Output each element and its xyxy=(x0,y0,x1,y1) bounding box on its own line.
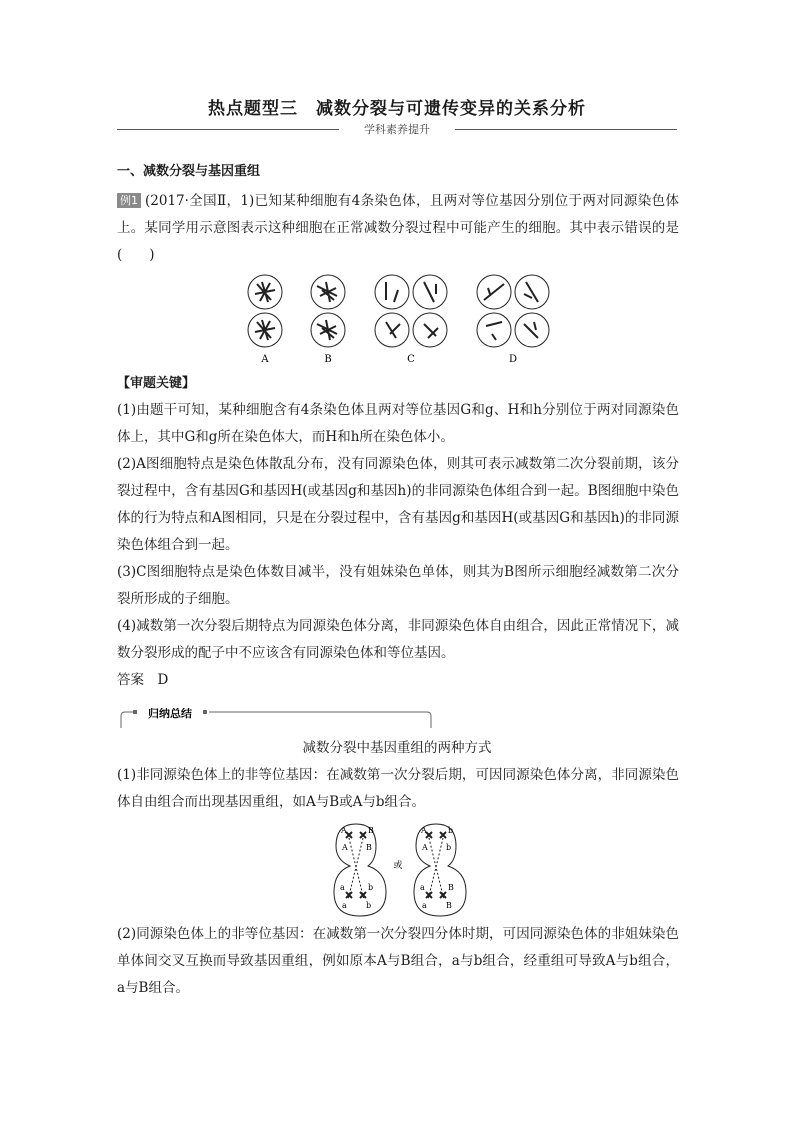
cell-diagram-figure xyxy=(240,268,560,366)
example-badge: 例1 xyxy=(117,193,141,208)
gene-right-bottom-4: B xyxy=(446,901,452,910)
gene-left-bottom-3: a xyxy=(342,901,347,910)
review-point-3: (3)C图细胞特点是染色体数目减半，没有姐妹染色单体，则其为B图所示细胞经减数第二次分裂所形成的子细胞。 xyxy=(117,564,679,607)
figure-label-b: B xyxy=(324,354,332,365)
figure-label-d: D xyxy=(508,354,518,365)
figure-label-c: C xyxy=(407,354,415,365)
gene-right-top-2: b xyxy=(448,826,454,835)
summary-tag: 归纳总结 xyxy=(148,708,192,720)
review-point-1: (1)由题干可知，某种细胞含有4条染色体且两对等位基因G和g、H和h分别位于两对同源染色体上，其中G和g所在染色体大，而H和h所在染色体小。 xyxy=(117,402,679,445)
figure-label-a: A xyxy=(261,354,269,365)
gene-right-bottom-1: a xyxy=(420,883,425,892)
summary-tag-frame xyxy=(117,708,435,730)
gene-left-bottom-1: a xyxy=(340,883,345,892)
summary-title: 减数分裂中基因重组的两种方式 xyxy=(302,740,492,756)
gene-left-top-1: A xyxy=(341,826,347,835)
gene-left-top-3: A xyxy=(342,843,348,852)
gene-left-top-4: B xyxy=(366,843,372,852)
or-label: 或 xyxy=(393,861,403,871)
summary-point-2: (2)同源染色体上的非等位基因：在减数第一次分裂四分体时期，可因同源染色体的非姐妹染色单体间交叉互换而导致基因重组，例如原本A与B组合，a与b组合，经重组可导致A与b组合，a与B组合。 xyxy=(117,926,679,996)
gene-right-bottom-3: a xyxy=(422,901,427,910)
gene-right-bottom-2: B xyxy=(448,883,454,892)
review-point-4: (4)减数第一次分裂后期特点为同源染色体分离，非同源染色体自由组合，因此正常情况下，减数分裂形成的配子中不应该含有同源染色体和等位基因。 xyxy=(117,618,679,661)
subtitle-rule xyxy=(117,122,677,136)
cell-c-tl xyxy=(375,275,409,309)
review-point-2: (2)A图细胞特点是染色体散乱分布，没有同源染色体，则其可表示减数第二次分裂前期，该分裂过程中，含有基因G和基因H(或基因g和基因h)的非同源染色体组合到一起。B图细胞中染色体的行为特点和A图相同，只是在分裂过程中，含有基因g和基因H(或基因G和基因h)的非同源染色体组合到一起。 xyxy=(117,456,679,553)
gene-right-top-4: b xyxy=(446,843,452,852)
example-text: (2017·全国Ⅱ，1)已知某种细胞有4条染色体，且两对等位基因分别位于两对同源染色体上。某同学用示意图表示这种细胞在正常减数分裂过程中可能产生的细胞。其中表示错误的是( ) xyxy=(117,193,679,263)
gene-recombination-figure xyxy=(328,820,476,920)
cell-d-br xyxy=(515,313,549,347)
gene-left-top-2: B xyxy=(368,826,374,835)
page-title: 热点题型三 减数分裂与可遗传变异的关系分析 xyxy=(208,99,586,119)
summary-point-1: (1)非同源染色体上的非等位基因：在减数第一次分裂后期，可因同源染色体分离，非同源染色体自由组合而出现基因重组，如A与B或A与b组合。 xyxy=(117,767,679,810)
answer: 答案 D xyxy=(117,672,169,688)
cell-d-bl xyxy=(477,313,511,347)
subtitle: 学科素养提升 xyxy=(364,123,430,136)
review-heading: 【审题关键】 xyxy=(117,376,196,391)
example-question xyxy=(117,188,679,269)
section-heading: 一、减数分裂与基因重组 xyxy=(117,164,261,179)
gene-right-top-3: A xyxy=(422,843,428,852)
gene-left-bottom-4: b xyxy=(366,901,372,910)
gene-right-top-1: A xyxy=(421,826,427,835)
gene-left-bottom-2: b xyxy=(368,883,374,892)
